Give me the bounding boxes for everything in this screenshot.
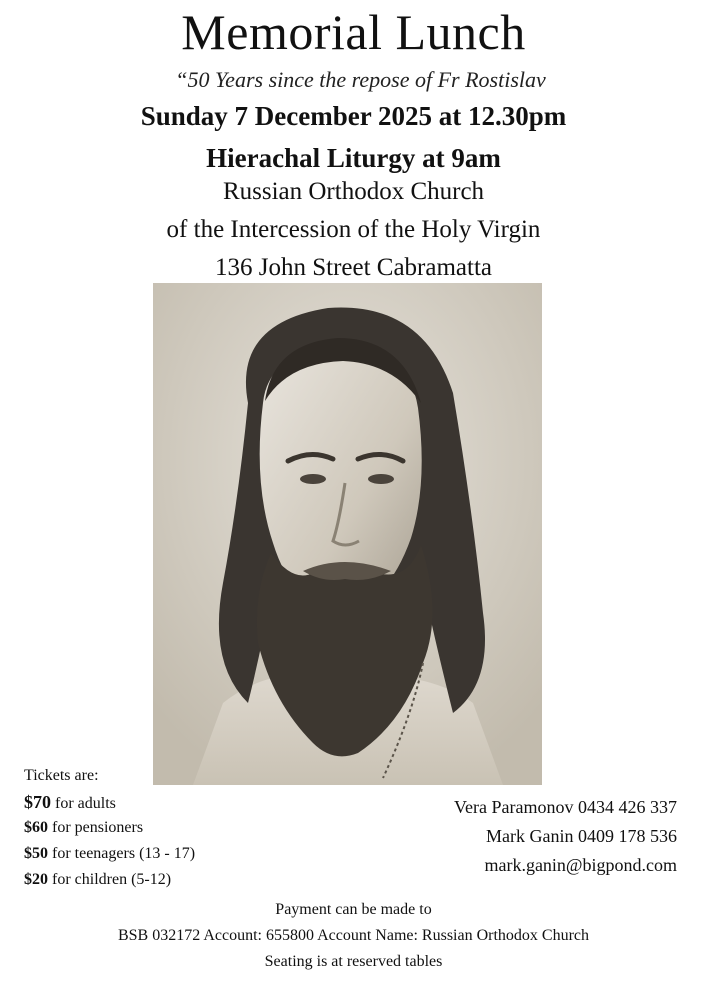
ticket-price-item — [24, 867, 195, 893]
ticket-price-item — [24, 841, 195, 867]
seating-note: Seating is at reserved tables — [264, 953, 443, 970]
priest-portrait-photo — [153, 283, 542, 785]
contact-details — [454, 793, 677, 880]
ticket-price: $50 — [24, 845, 48, 862]
ticket-price: $20 — [24, 871, 48, 888]
contact-mark: Mark Ganin 0409 178 536 — [486, 826, 677, 846]
date-line: Sunday 7 December 2025 at 12.30pm — [140, 101, 567, 131]
contact-email[interactable]: mark.ganin@bigpond.com — [484, 855, 677, 875]
ticket-prices — [24, 763, 195, 893]
ticket-price: $60 — [24, 819, 48, 836]
church-address: 136 John Street Cabramatta — [214, 254, 492, 281]
tickets-heading: Tickets are: — [24, 767, 99, 784]
ticket-label: for adults — [51, 795, 116, 812]
ticket-price-item — [24, 815, 195, 841]
contact-vera: Vera Paramonov 0434 426 337 — [454, 797, 677, 817]
payment-heading: Payment can be made to — [275, 901, 432, 918]
liturgy-line: Hierachal Liturgy at 9am — [206, 143, 501, 173]
church-name-line2: of the Intercession of the Holy Virgin — [166, 216, 541, 243]
ticket-price-item — [24, 789, 195, 815]
ticket-label: for children (5-12) — [48, 871, 172, 888]
ticket-price: $70 — [24, 792, 51, 812]
subtitle: “50 Years since the repose of Fr Rostislav — [175, 67, 546, 92]
ticket-label: for teenagers (13 - 17) — [48, 845, 196, 862]
page-title: Memorial Lunch — [181, 4, 526, 60]
ticket-label: for pensioners — [48, 819, 144, 836]
church-name-line1: Russian Orthodox Church — [222, 178, 485, 205]
payment-bank-details: BSB 032172 Account: 655800 Account Name: Russian Orthodox Church — [117, 927, 590, 944]
